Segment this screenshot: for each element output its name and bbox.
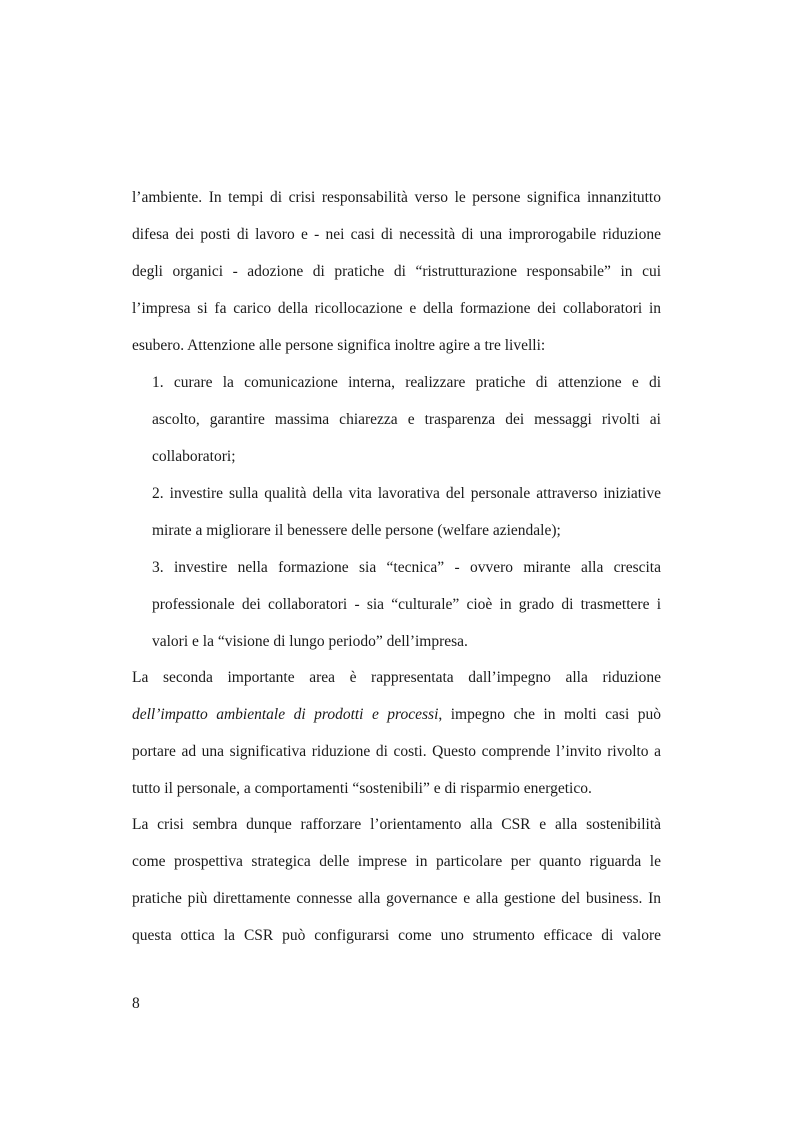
text-line: questa ottica la CSR può configurarsi come uno strumento efficace di valore <box>132 927 661 944</box>
text-line: 1. curare la comunicazione interna, realizzare pratiche di attenzione e di <box>152 374 661 391</box>
italic-phrase: dell’impatto ambientale di prodotti e processi <box>132 706 439 723</box>
text-line: esubero. Attenzione alle persone significa inoltre agire a tre livelli: <box>132 337 546 354</box>
text-line: ascolto, garantire massima chiarezza e trasparenza dei messaggi rivolti ai <box>152 411 661 428</box>
text-line: mirate a migliorare il benessere delle persone (welfare aziendale); <box>152 522 561 539</box>
text-line: degli organici - adozione di pratiche di “ristrutturazione responsabile” in cui <box>132 263 661 280</box>
text-line: La crisi sembra dunque rafforzare l’orientamento alla CSR e alla sostenibilità <box>132 816 661 833</box>
text-line: tutto il personale, a comportamenti “sostenibili” e di risparmio energetico. <box>132 780 592 797</box>
text-line: 2. investire sulla qualità della vita lavorativa del personale attraverso iniziative <box>152 485 661 502</box>
text-line: collaboratori; <box>152 448 236 465</box>
text-line: La seconda importante area è rappresentata dall’impegno alla riduzione <box>132 669 661 686</box>
text-line: professionale dei collaboratori - sia “culturale” cioè in grado di trasmettere i <box>152 596 661 613</box>
text-line: valori e la “visione di lungo periodo” dell’impresa. <box>152 633 468 650</box>
page-number: 8 <box>132 995 140 1012</box>
text-line: l’ambiente. In tempi di crisi responsabilità verso le persone significa innanzitutto <box>132 189 661 206</box>
text-line: l’impresa si fa carico della ricollocazione e della formazione dei collaboratori in <box>132 300 661 317</box>
text-line: come prospettiva strategica delle imprese in particolare per quanto riguarda le <box>132 853 661 870</box>
text-fragment: , impegno che in molti casi può <box>438 706 661 723</box>
text-line: pratiche più direttamente connesse alla governance e alla gestione del business. In <box>132 890 661 907</box>
text-line: 3. investire nella formazione sia “tecnica” - ovvero mirante alla crescita <box>152 559 661 576</box>
text-line: portare ad una significativa riduzione di costi. Questo comprende l’invito rivolto a <box>132 743 661 760</box>
text-line <box>132 705 661 725</box>
text-line: difesa dei posti di lavoro e - nei casi di necessità di una improrogabile riduzione <box>132 226 661 243</box>
